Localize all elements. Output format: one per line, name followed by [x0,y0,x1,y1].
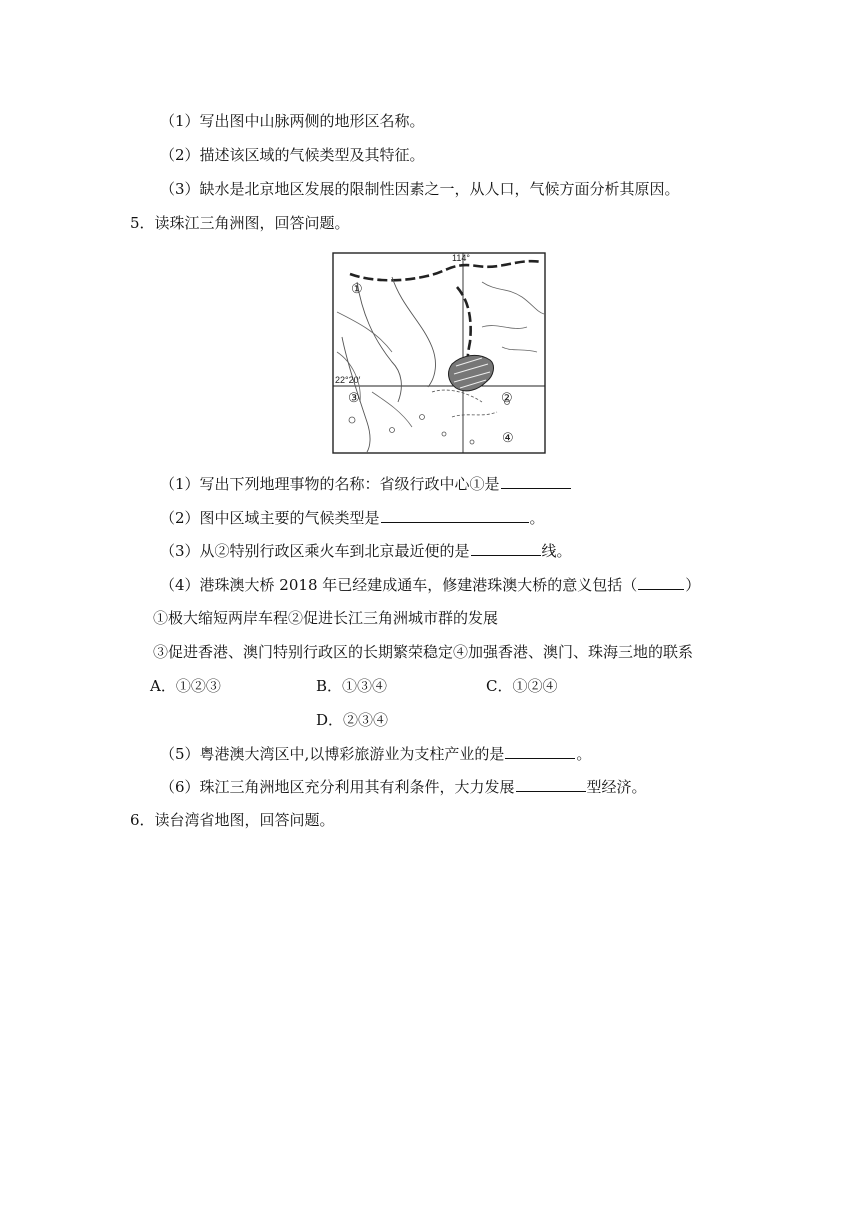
subquestion-1-text: （1）写出下列地理事物的名称：省级行政中心①是 [160,475,500,493]
subquestion-3-text: （3）从②特别行政区乘火车到北京最近便的是 [160,542,470,560]
map-marker-4: ④ [502,431,514,446]
question-6-title: 6．读台湾省地图，回答问题。 [130,811,335,829]
question-5-subquestion-3 [160,540,572,561]
subquestion-6-text: （6）珠江三角洲地区充分利用其有利条件，大力发展 [160,778,515,796]
subquestion-5-end: 。 [576,745,592,763]
subquestion-4-text: （4）港珠澳大桥 2018 年已经建成通车，修建港珠澳大桥的意义包括（ [160,576,638,594]
answer-blank-3[interactable] [471,540,541,556]
question-4-subquestion-3: （3）缺水是北京地区发展的限制性因素之一，从人口，气候方面分析其原因。 [160,180,680,198]
question-5-title: 5．读珠江三角洲图，回答问题。 [130,214,350,232]
latitude-label: 22°20′ [335,375,361,385]
question-5-subquestion-4 [160,574,700,595]
subquestion-5-text: （5）粤港澳大湾区中,以博彩旅游业为支柱产业的是 [160,745,505,763]
question-4-subquestion-1: （1）写出图中山脉两侧的地形区名称。 [160,112,425,130]
question-5-subquestion-1 [160,473,572,494]
longitude-label: 114° [452,253,470,263]
question-5-subquestion-5 [160,743,591,764]
question-5-subquestion-6 [160,776,647,797]
question-4-subquestion-2: （2）描述该区域的气候类型及其特征。 [160,146,425,164]
map-marker-3: ③ [348,391,360,406]
subquestion-2-end: 。 [529,509,545,527]
pearl-river-delta-map [332,252,546,454]
option-d[interactable]: D．②③④ [316,711,389,729]
question-5-subquestion-2 [160,507,545,528]
statement-line-1: ①极大缩短两岸车程②促进长江三角洲城市群的发展 [153,609,499,627]
map-marker-1: ① [351,282,363,297]
map-marker-2: ② [501,391,513,406]
subquestion-3-end: 线。 [541,542,572,560]
answer-blank-1[interactable] [501,473,571,489]
subquestion-4-close: ） [685,576,701,594]
option-c[interactable]: C．①②④ [486,677,558,695]
answer-blank-6[interactable] [516,776,586,792]
option-b[interactable]: B．①③④ [316,677,388,695]
subquestion-6-end: 型经济。 [586,778,647,796]
answer-blank-4[interactable] [638,574,684,590]
answer-blank-5[interactable] [505,743,575,759]
statement-line-2: ③促进香港、澳门特别行政区的长期繁荣稳定④加强香港、澳门、珠海三地的联系 [153,643,694,661]
subquestion-2-text: （2）图中区域主要的气候类型是 [160,509,380,527]
option-a[interactable]: A．①②③ [150,677,221,695]
answer-blank-2[interactable] [381,507,529,523]
